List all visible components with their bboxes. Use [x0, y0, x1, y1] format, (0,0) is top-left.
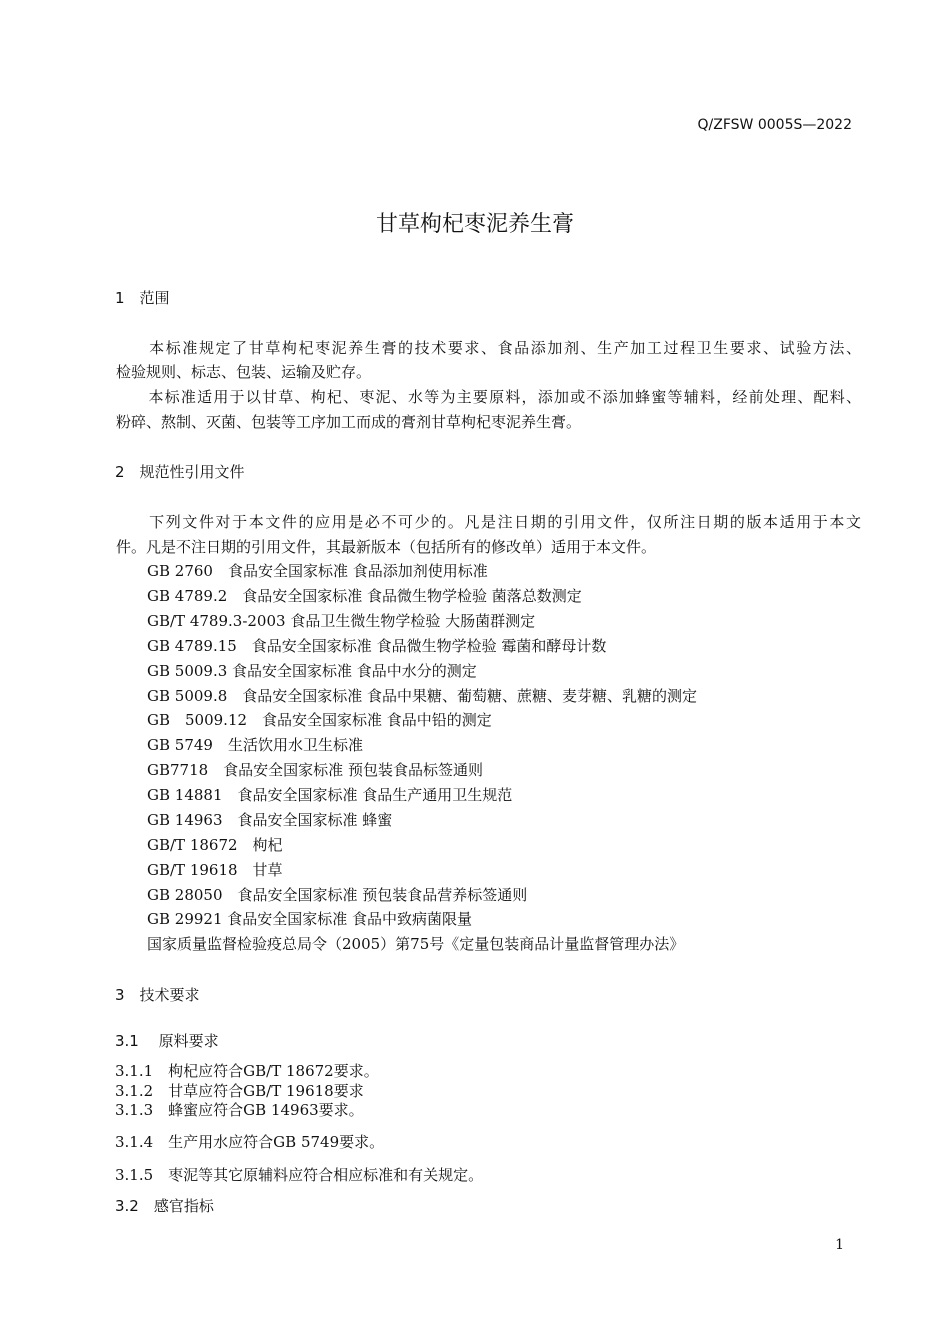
paragraph-line: 下列文件对于本文件的应用是必不可少的。凡是注日期的引用文件，仅所注日期的版本适用于本文	[116, 513, 861, 531]
subsection-3-2-heading: 3.2 感官指标	[115, 1197, 214, 1215]
requirement-item: 3.1.5 枣泥等其它原辅料应符合相应标准和有关规定。	[115, 1166, 484, 1184]
requirement-item: 3.1.4 生产用水应符合GB 5749要求。	[115, 1133, 385, 1151]
paragraph-line: 本标准适用于以甘草、枸杞、枣泥、水等为主要原料，添加或不添加蜂蜜等辅料，经前处理、配料、	[116, 388, 861, 406]
paragraph-line: 粉碎、熬制、灭菌、包装等工序加工而成的膏剂甘草枸杞枣泥养生膏。	[116, 413, 582, 431]
reference-item: GB 28050 食品安全国家标准 预包装食品营养标签通则	[147, 886, 528, 904]
requirement-item: 3.1.1 枸杞应符合GB/T 18672要求。	[115, 1062, 379, 1080]
reference-item: GB/T 4789.3-2003 食品卫生微生物学检验 大肠菌群测定	[147, 612, 536, 630]
reference-item: GB 14963 食品安全国家标准 蜂蜜	[147, 811, 393, 829]
reference-item: GB7718 食品安全国家标准 预包装食品标签通则	[147, 761, 483, 779]
section-2-heading: 2 规范性引用文件	[115, 463, 245, 481]
document-code: Q/ZFSW 0005S—2022	[697, 117, 852, 133]
requirement-item: 3.1.2 甘草应符合GB/T 19618要求	[115, 1082, 364, 1100]
reference-item: GB 4789.2 食品安全国家标准 食品微生物学检验 菌落总数测定	[147, 587, 582, 605]
reference-item: GB 29921 食品安全国家标准 食品中致病菌限量	[147, 910, 473, 928]
reference-item: GB/T 19618 甘草	[147, 861, 283, 879]
document-title: 甘草枸杞枣泥养生膏	[375, 212, 574, 237]
reference-item: GB 5009.12 食品安全国家标准 食品中铅的测定	[147, 711, 492, 729]
requirement-item: 3.1.3 蜂蜜应符合GB 14963要求。	[115, 1101, 364, 1119]
reference-item: GB 5009.8 食品安全国家标准 食品中果糖、葡萄糖、蔗糖、麦芽糖、乳糖的测定	[147, 687, 698, 705]
reference-item: GB 5749 生活饮用水卫生标准	[147, 736, 363, 754]
paragraph-line: 件。凡是不注日期的引用文件，其最新版本（包括所有的修改单）适用于本文件。	[116, 538, 657, 556]
paragraph-line: 检验规则、标志、包装、运输及贮存。	[116, 363, 372, 381]
paragraph-line: 本标准规定了甘草枸杞枣泥养生膏的技术要求、食品添加剂、生产加工过程卫生要求、试验方法、	[116, 339, 861, 357]
section-3-heading: 3 技术要求	[115, 986, 200, 1004]
reference-item: GB 14881 食品安全国家标准 食品生产通用卫生规范	[147, 786, 513, 804]
reference-item: GB 5009.3 食品安全国家标准 食品中水分的测定	[147, 662, 477, 680]
section-1-heading: 1 范围	[115, 289, 170, 307]
reference-item: GB 4789.15 食品安全国家标准 食品微生物学检验 霉菌和酵母计数	[147, 637, 607, 655]
page-number: 1	[835, 1237, 844, 1253]
reference-item: GB/T 18672 枸杞	[147, 836, 283, 854]
reference-item: 国家质量监督检验疫总局令（2005）第75号《定量包装商品计量监督管理办法》	[147, 935, 685, 953]
subsection-3-1-heading: 3.1 原料要求	[115, 1032, 219, 1050]
reference-item: GB 2760 食品安全国家标准 食品添加剂使用标准	[147, 562, 488, 580]
